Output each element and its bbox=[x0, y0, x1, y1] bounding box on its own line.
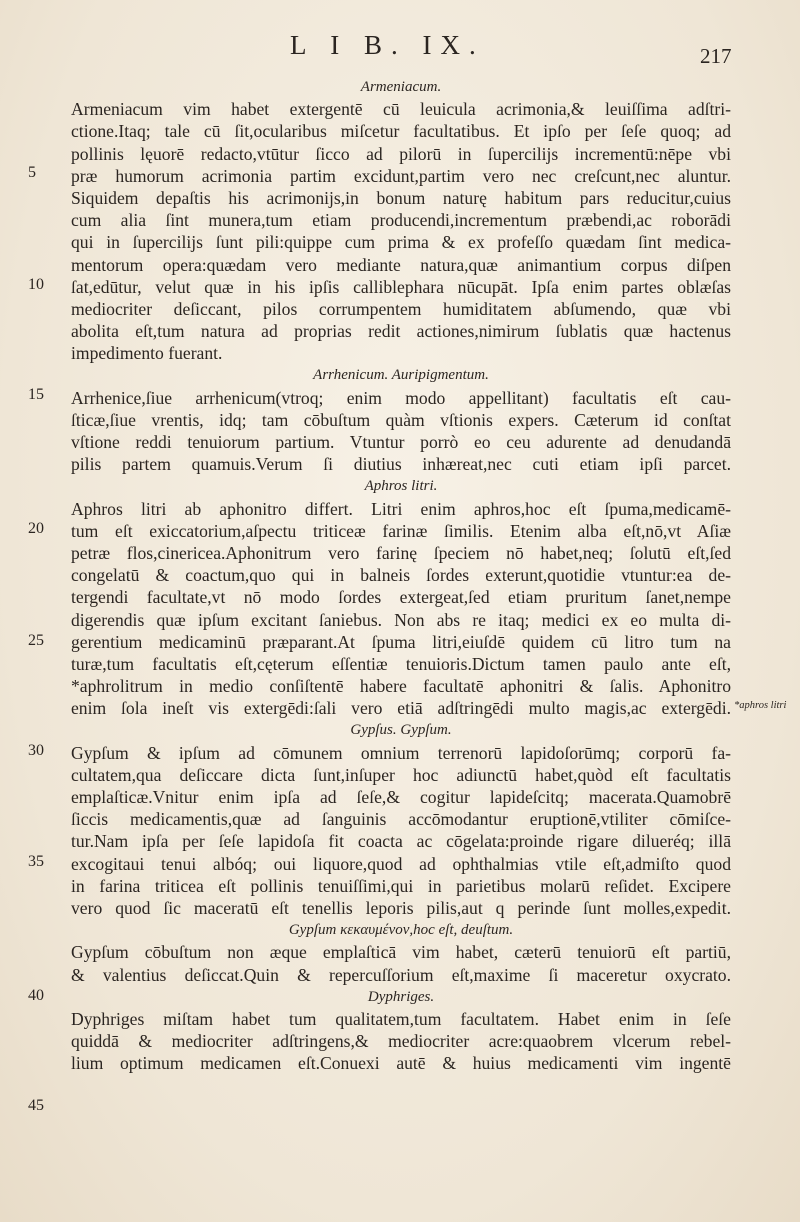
text-line: mentorum opera:quædam vero mediante natura,quæ animantium corpus diſpen bbox=[71, 254, 731, 275]
page-number: 217 bbox=[700, 44, 732, 68]
text-line: tum eſt exiccatorium,aſpectu triticeæ farinæ ſimilis. Etenim alba eſt,nō,vt Aſiæ bbox=[71, 520, 731, 541]
line-number: 40 bbox=[28, 987, 44, 1004]
text-line: pollinis lęuorē redacto,vtūtur ſicco ad pilorū in ſupercilijs incrementū:nēpe vbi bbox=[71, 143, 731, 164]
section-heading-dyphriges: Dyphriges. bbox=[367, 988, 435, 1005]
line-number: 20 bbox=[28, 520, 44, 537]
text-line: Gypſum cōbuſtum non æque emplaſticā vim habet, cæterū tenuiorū eſt partiū, bbox=[71, 942, 731, 963]
text-line: digerendis quæ ipſum excitant ſaniebus. Non abs re itaq; medici ex eo multa di- bbox=[71, 609, 731, 630]
text-line: Gypſum & ipſum ad cōmunem omnium terrenorū lapidoſorūmq; corporū fa- bbox=[71, 742, 731, 763]
text-line: quiddā & mediocriter adſtringens,& mediocriter acre:quaobrem vlcerum rebel- bbox=[71, 1031, 731, 1052]
text-line: cultatem,qua deſiccare dicta ſunt,inſuper hoc adiunctū habet,quòd eſt facultatis bbox=[71, 764, 731, 785]
running-head: L I B. IX. bbox=[290, 30, 485, 60]
line-number: 10 bbox=[28, 276, 44, 293]
text-line: lium optimum medicamen eſt.Conuexi autē & huius medicamenti vim ingentē bbox=[71, 1053, 731, 1074]
text-line: abolita eſt,tum natura ad proprias redit actiones,nimirum ſublatis quæ hactenus bbox=[71, 321, 731, 342]
margin-note: *aphros litri bbox=[734, 700, 787, 711]
text-line: congelatū & coactum,quo qui in balneis ſordes exterunt,quotidie vtuntur:ea de- bbox=[71, 565, 731, 586]
text-line: Armeniacum vim habet extergentē cū leuicula acrimonia,& leuiſſima adſtri- bbox=[71, 99, 731, 120]
page-header bbox=[0, 30, 800, 70]
text-line: Siquidem depaſtis his acrimonijs,in bonum naturę habitum pars reducitur,cuius bbox=[71, 187, 731, 208]
line-number: 25 bbox=[28, 632, 44, 649]
line-number: 30 bbox=[28, 742, 44, 759]
text-line: in farina triticea eſt pollinis tenuiſſimi,qui in parietibus molarū reſidet. Excipere bbox=[71, 875, 731, 896]
text-line: turæ,tum facultatis eſt,cęterum eſſentiæ tenuioris.Dictum tamen paulo ante eſt, bbox=[71, 653, 731, 674]
text-line: excogitaui tenui albóq; oui liquore,quod ad ophthalmias vtile eſt,admiſto quod bbox=[71, 853, 731, 874]
section-heading-armeniacum: Armeniacum. bbox=[360, 79, 442, 95]
text-line: emplaſticæ.Vnitur enim ipſa ad ſeſe,& cogitur lapideſcitq; macerata.Quamobrē bbox=[71, 787, 731, 807]
text-line: qui in ſupercilijs ſunt pili:quippe cum prima & ex profeſſo quædam ſint medica- bbox=[71, 232, 731, 253]
body-text bbox=[71, 76, 731, 1074]
text-line: Dyphriges miſtam habet tum qualitatem,tum facultatem. Habet enim in ſeſe bbox=[71, 1008, 731, 1029]
text-line: cum alia ſint munera,tum etiam producendi,incrementum præbendi,ac roborādi bbox=[71, 210, 731, 231]
text-line: vſtione reddi tenuiorum partium. Vtuntur porrò eo ceu adurente ad denudandā bbox=[71, 432, 731, 452]
text-line: pilis partem quamuis.Verum ſi diutius inhæreat,nec cuti etiam ipſi parcet. bbox=[71, 454, 731, 475]
text-line: gerentium medicaminū præparant.At ſpuma litri,eiuſdē quidem cū litro tum na bbox=[71, 631, 731, 652]
text-line: enim ſola ineſt vis extergēdi:ſali vero etiā adſtringēdi multo magis,ac extergēdi. bbox=[71, 698, 731, 719]
text-line: Aphros litri ab aphonitro differt. Litri enim aphros,hoc eſt ſpuma,medicamē- bbox=[71, 498, 731, 519]
line-number: 15 bbox=[28, 386, 44, 403]
text-line: petræ flos,cinericea.Aphonitrum vero farinę ſpeciem nō habet,neq; ſolutū eſt,ſed bbox=[71, 542, 731, 563]
text-line: ctione.Itaq; tale cū ſit,ocularibus miſcetur facultatibus. Et ipſo per ſeſe quoq; ad bbox=[71, 121, 731, 142]
text-line: præ humorum acrimonia partim excidunt,partim vero nec creſcunt,nec aluntur. bbox=[71, 165, 731, 186]
section-heading-aphros-litri: Aphros litri. bbox=[364, 478, 438, 495]
text-line: impedimento fuerant. bbox=[71, 343, 223, 364]
line-number: 45 bbox=[28, 1097, 44, 1114]
section-heading-gypsum: Gypſus. Gypſum. bbox=[350, 722, 452, 739]
text-line: tergendi facultate,vt nō modo ſordes extergeat,ſed etiam pruritum ſanet,nempe bbox=[71, 587, 731, 608]
text-line: ſiccis medicamentis,quæ ad ſanguinis accōmodantur eruptionē,vtiliter cōmiſce- bbox=[71, 809, 731, 830]
text-line: Arrhenice,ſiue arrhenicum(vtroq; enim modo appellitant) facultatis eſt cau- bbox=[71, 387, 731, 408]
text-line: vero quod ſic maceratū eſt tenellis leporis pilis,aut q perinde ſunt molles,expedit. bbox=[71, 897, 731, 918]
section-heading-gypsum-deustum: Gypſum κεκαυμένον,hoc eſt, deuſtum. bbox=[288, 922, 514, 939]
text-line: ſat,edūtur, velut quæ in his ipſis calliblephara nūcupāt. Ipſa enim partes oblæſas bbox=[71, 276, 731, 297]
text-line: ſticæ,ſiue vrentis, idq; tam cōbuſtum quàm vſtionis expers. Cæterum id conſtat bbox=[71, 409, 731, 430]
text-line: *aphrolitrum in medio conſiſtentē habere facultatē aphonitri & ſalis. Aphonitro bbox=[71, 676, 731, 697]
text-line: tur.Nam ipſa per ſeſe lapidoſa fit coacta ac cōgelata:proinde rigare dilueréq; illā bbox=[71, 831, 731, 852]
line-number: 5 bbox=[28, 164, 36, 181]
section-heading-arrhenicum: Arrhenicum. Auripigmentum. bbox=[313, 367, 489, 384]
text-line: & valentius deſiccat.Quin & repercuſſorium eſt,maxime ſi maceretur oxycrato. bbox=[71, 964, 731, 985]
text-line: mediocriter deſiccant, pilos corrumpentem humiditatem abſumendo, quæ vbi bbox=[71, 298, 731, 319]
line-number: 35 bbox=[28, 853, 44, 870]
